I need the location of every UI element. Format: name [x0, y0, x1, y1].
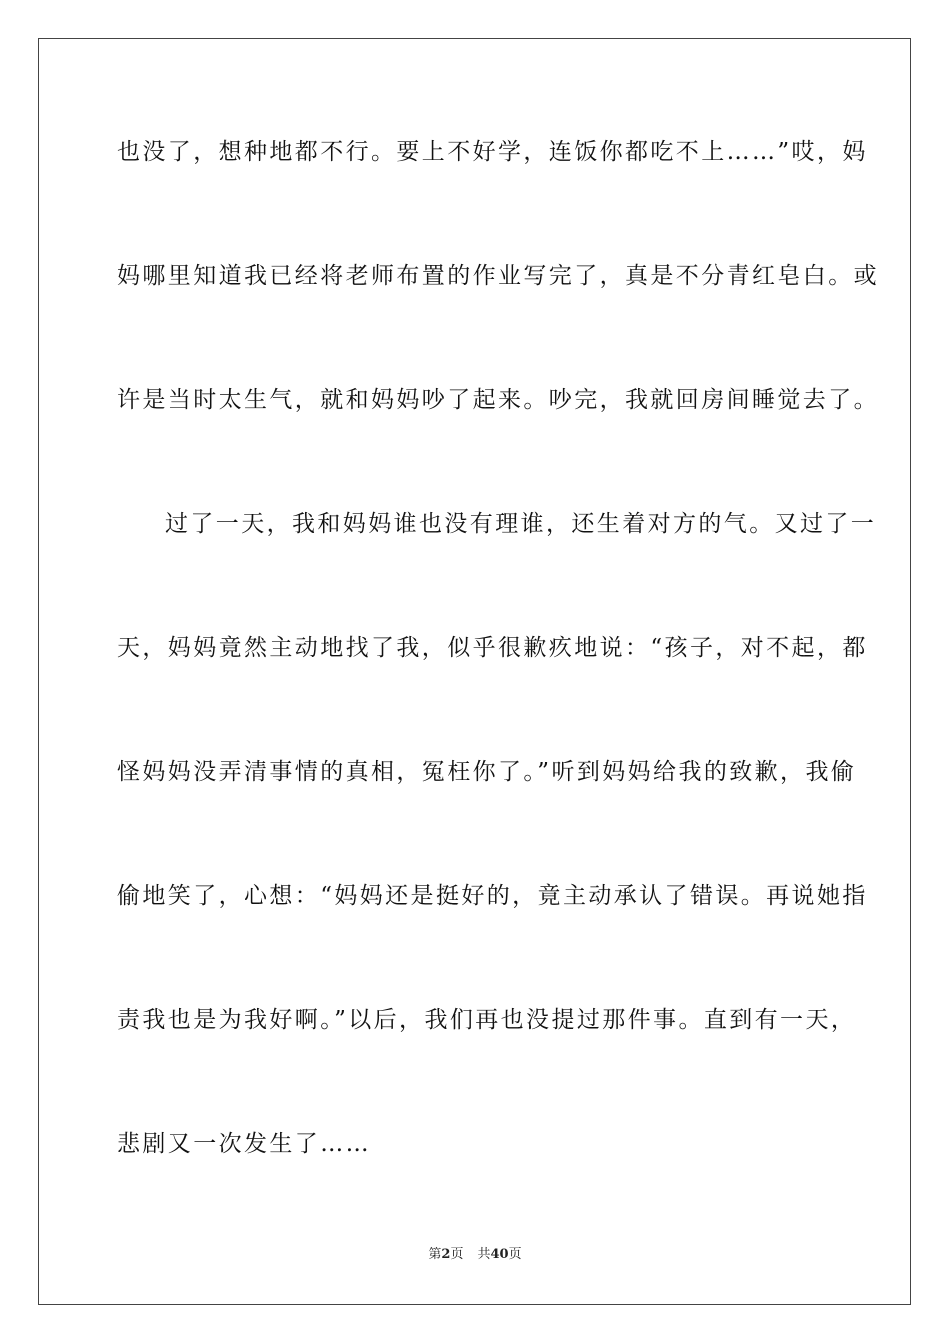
text-line-1: 也没了，想种地都不行。要上不好学，连饭你都吃不上……”哎，妈	[117, 139, 868, 165]
text-line-3: 许是当时太生气，就和妈妈吵了起来。吵完，我就回房间睡觉去了。	[117, 387, 879, 413]
text-line-2: 妈哪里知道我已经将老师布置的作业写完了，真是不分青红皂白。或	[117, 263, 879, 289]
page-suffix: 页	[450, 1247, 464, 1262]
page-prefix: 第	[428, 1247, 442, 1262]
text-line-6: 怪妈妈没弄清事情的真相，冤枉你了。”听到妈妈给我的致歉，我偷	[117, 759, 857, 785]
text-line-7: 偷地笑了，心想：“妈妈还是挺好的，竟主动承认了错误。再说她指	[117, 883, 868, 909]
text-line-8: 责我也是为我好啊。”以后，我们再也没提过那件事。直到有一天，	[117, 1007, 857, 1033]
page-footer	[0, 1246, 950, 1264]
text-line-4-paragraph-start: 过了一天，我和妈妈谁也没有理谁，还生着对方的气。又过了一	[165, 511, 877, 537]
page-number: 2	[441, 1247, 451, 1262]
text-line-9: 悲剧又一次发生了……	[117, 1131, 371, 1157]
page-border	[38, 38, 911, 1305]
total-suffix: 页	[508, 1247, 522, 1262]
total-prefix: 共	[477, 1247, 491, 1262]
text-line-5: 天，妈妈竟然主动地找了我，似乎很歉疚地说：“孩子，对不起，都	[117, 635, 868, 661]
total-pages: 40	[490, 1247, 509, 1262]
